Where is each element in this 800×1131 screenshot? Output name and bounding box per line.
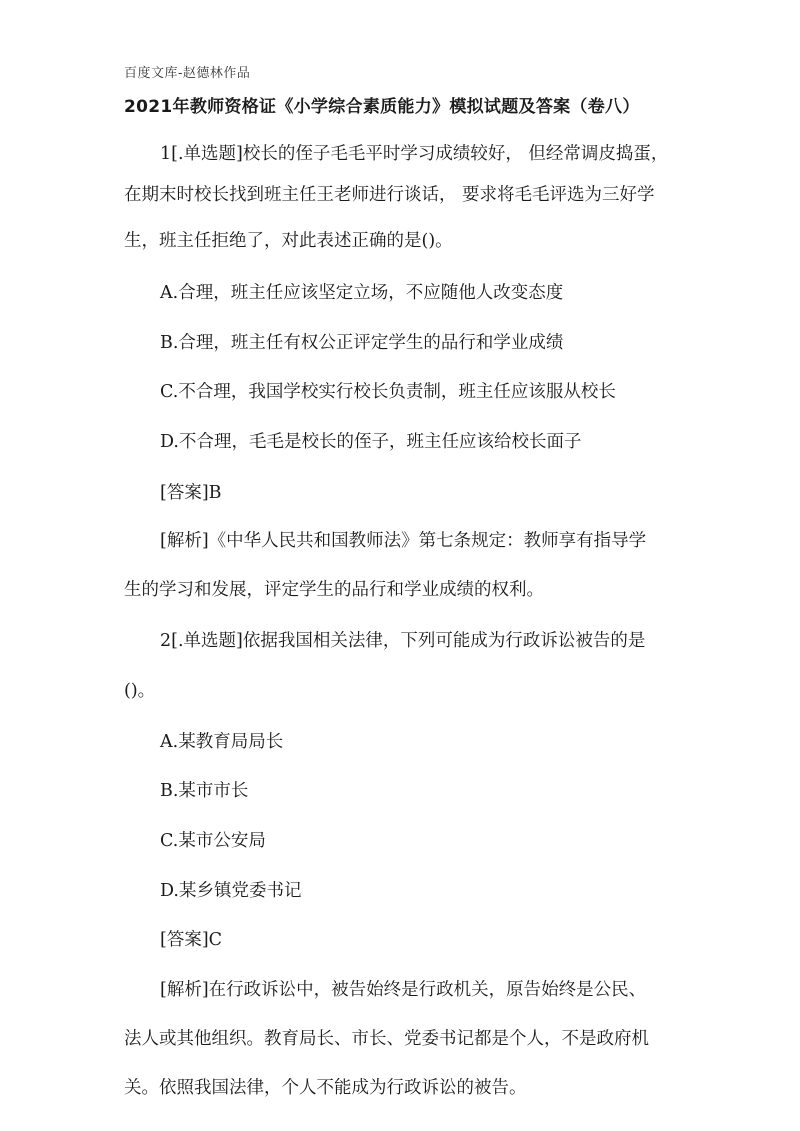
- header-note: 百度文库-赵德林作品: [124, 66, 251, 81]
- q1-option-c: C.不合理，我国学校实行校长负责制，班主任应该服从校长: [160, 382, 616, 402]
- q1-stem-line-3: 生，班主任拒绝了，对此表述正确的是()。: [124, 231, 453, 251]
- q2-stem-line-1: 2[.单选题]依据我国相关法律，下列可能成为行政诉讼被告的是: [160, 631, 646, 651]
- q1-option-a: A.合理，班主任应该坚定立场，不应随他人改变态度: [160, 283, 564, 303]
- q2-stem-line-2: ()。: [124, 681, 156, 701]
- q1-option-d: D.不合理，毛毛是校长的侄子，班主任应该给校长面子: [160, 432, 582, 452]
- q2-option-b: B.某市市长: [160, 781, 249, 801]
- q1-stem-line-2: 在期末时校长找到班主任王老师进行谈话， 要求将毛毛评选为三好学: [124, 185, 655, 205]
- document-title: 2021年教师资格证《小学综合素质能力》模拟试题及答案（卷八）: [124, 97, 640, 117]
- q1-answer: [答案]B: [160, 483, 222, 503]
- q2-analysis-line-2: 法人或其他组织。教育局长、市长、党委书记都是个人，不是政府机: [124, 1029, 649, 1049]
- q2-option-a: A.某教育局局长: [160, 732, 284, 752]
- q2-answer: [答案]C: [160, 930, 223, 950]
- q2-option-c: C.某市公安局: [160, 831, 266, 851]
- q2-analysis-line-3: 关。依照我国法律，个人不能成为行政诉讼的被告。: [124, 1078, 527, 1098]
- q2-analysis-line-1: [解析]在行政诉讼中，被告始终是行政机关，原告始终是公民、: [160, 980, 647, 1000]
- q2-option-d: D.某乡镇党委书记: [160, 881, 302, 901]
- q1-option-b: B.合理，班主任有权公正评定学生的品行和学业成绩: [160, 333, 564, 353]
- q1-stem-line-1: 1[.单选题]校长的侄子毛毛平时学习成绩较好， 但经常调皮捣蛋，: [160, 144, 669, 164]
- q1-analysis-line-2: 生的学习和发展，评定学生的品行和学业成绩的权利。: [124, 580, 544, 600]
- q1-analysis-line-1: [解析]《中华人民共和国教师法》第七条规定：教师享有指导学: [160, 531, 647, 551]
